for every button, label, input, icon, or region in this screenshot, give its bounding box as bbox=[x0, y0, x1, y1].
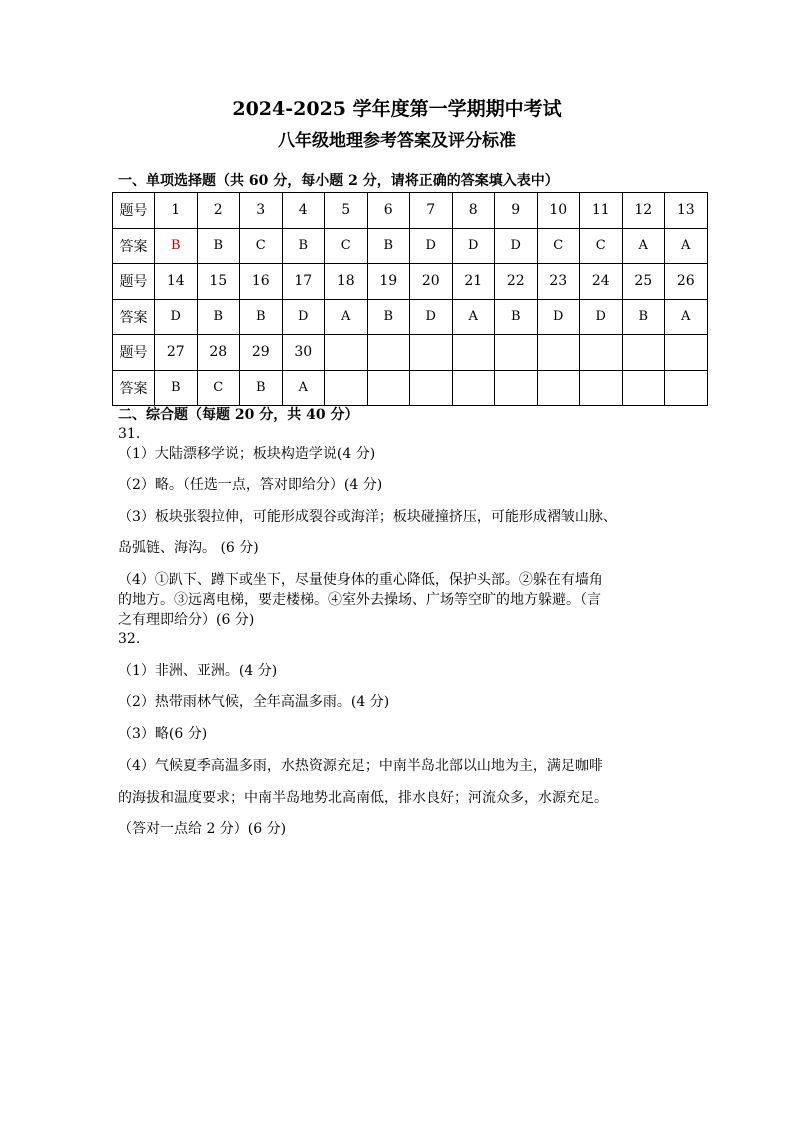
question-number-cell bbox=[325, 335, 368, 371]
answer-row bbox=[113, 299, 708, 335]
question-number-cell: 24 bbox=[580, 264, 623, 300]
question-number-cell: 16 bbox=[240, 264, 283, 300]
answer-cell bbox=[367, 370, 410, 406]
answer-cell: B bbox=[197, 299, 240, 335]
answer-line: （2）热带雨林气候，全年高温多雨。(4 分) bbox=[118, 694, 390, 710]
question-number-cell: 22 bbox=[495, 264, 538, 300]
answer-cell: B bbox=[155, 228, 198, 264]
answer-cell: B bbox=[367, 228, 410, 264]
answer-cell: D bbox=[495, 228, 538, 264]
question-number-cell: 8 bbox=[452, 193, 495, 229]
question-number-cell bbox=[580, 335, 623, 371]
question-number-cell: 17 bbox=[282, 264, 325, 300]
answer-cell: C bbox=[580, 228, 623, 264]
question-number-cell bbox=[537, 335, 580, 371]
page-subtitle: 八年级地理参考答案及评分标准 bbox=[278, 131, 516, 151]
question-number-cell: 12 bbox=[622, 193, 665, 229]
question-number-cell: 13 bbox=[665, 193, 708, 229]
question-number-cell: 26 bbox=[665, 264, 708, 300]
answer-line: 的海拔和温度要求；中南半岛地势北高南低，排水良好；河流众多，水源充足。 bbox=[118, 790, 608, 806]
question-number: 31. bbox=[118, 426, 141, 442]
row-label-question: 题号 bbox=[113, 193, 155, 229]
answer-cell: A bbox=[665, 299, 708, 335]
answer-row bbox=[113, 370, 708, 406]
answer-cell: C bbox=[537, 228, 580, 264]
answer-line: 的地方。③远离电梯，要走楼梯。④室外去操场、广场等空旷的地方躲避。（言 bbox=[118, 592, 601, 608]
answer-line: （2）略。（任选一点，答对即给分）(4 分) bbox=[118, 477, 383, 493]
question-number-cell: 1 bbox=[155, 193, 198, 229]
question-number-cell: 27 bbox=[155, 335, 198, 371]
answer-cell: B bbox=[240, 370, 283, 406]
answer-cell: D bbox=[537, 299, 580, 335]
question-number-cell: 20 bbox=[410, 264, 453, 300]
question-number-cell: 2 bbox=[197, 193, 240, 229]
page-title: 2024-2025 学年度第一学期期中考试 bbox=[232, 98, 562, 120]
answer-cell: B bbox=[495, 299, 538, 335]
question-number-cell: 21 bbox=[452, 264, 495, 300]
answer-cell: A bbox=[325, 299, 368, 335]
answer-cell: D bbox=[452, 228, 495, 264]
question-number-cell: 15 bbox=[197, 264, 240, 300]
answer-cell bbox=[665, 370, 708, 406]
row-label-question: 题号 bbox=[113, 264, 155, 300]
answer-cell: D bbox=[410, 299, 453, 335]
row-label-answer: 答案 bbox=[113, 299, 155, 335]
question-number-cell: 6 bbox=[367, 193, 410, 229]
answer-cell bbox=[410, 370, 453, 406]
answer-cell bbox=[452, 370, 495, 406]
answer-cell: B bbox=[282, 228, 325, 264]
answer-line: 之有理即给分）(6 分) bbox=[118, 612, 255, 628]
row-label-question: 题号 bbox=[113, 335, 155, 371]
answer-cell: D bbox=[580, 299, 623, 335]
answer-cell: A bbox=[452, 299, 495, 335]
answer-line: （1）大陆漂移学说；板块构造学说(4 分) bbox=[118, 446, 376, 462]
answer-line: （3）略(6 分) bbox=[118, 726, 208, 742]
answer-cell: B bbox=[197, 228, 240, 264]
answer-cell: D bbox=[155, 299, 198, 335]
answer-cell: C bbox=[197, 370, 240, 406]
answer-cell: B bbox=[155, 370, 198, 406]
question-number-row bbox=[113, 193, 708, 229]
question-number-cell bbox=[622, 335, 665, 371]
question-number-cell bbox=[665, 335, 708, 371]
answer-cell bbox=[537, 370, 580, 406]
answer-line: （1）非洲、亚洲。(4 分) bbox=[118, 663, 278, 679]
question-number-cell bbox=[452, 335, 495, 371]
answer-line: （4）气候夏季高温多雨，水热资源充足；中南半岛北部以山地为主，满足咖啡 bbox=[118, 758, 603, 774]
answer-cell: B bbox=[367, 299, 410, 335]
question-number: 32. bbox=[118, 631, 141, 647]
row-label-answer: 答案 bbox=[113, 228, 155, 264]
row-label-answer: 答案 bbox=[113, 370, 155, 406]
answer-cell bbox=[495, 370, 538, 406]
answer-cell: A bbox=[665, 228, 708, 264]
answer-cell bbox=[580, 370, 623, 406]
answer-cell: C bbox=[325, 228, 368, 264]
question-number-cell: 30 bbox=[282, 335, 325, 371]
question-number-cell: 9 bbox=[495, 193, 538, 229]
answer-line: （答对一点给 2 分）(6 分) bbox=[118, 821, 287, 837]
answer-line: （4）①趴下、蹲下或坐下，尽量使身体的重心降低，保护头部。②躲在有墙角 bbox=[118, 572, 603, 588]
answer-cell bbox=[622, 370, 665, 406]
answer-cell: B bbox=[622, 299, 665, 335]
question-number-cell: 5 bbox=[325, 193, 368, 229]
question-number-cell bbox=[367, 335, 410, 371]
question-number-cell: 28 bbox=[197, 335, 240, 371]
question-number-cell: 7 bbox=[410, 193, 453, 229]
section1-heading: 一、单项选择题（共 60 分，每小题 2 分，请将正确的答案填入表中） bbox=[118, 173, 559, 189]
answer-table bbox=[112, 192, 708, 406]
question-number-cell: 14 bbox=[155, 264, 198, 300]
answer-cell: B bbox=[240, 299, 283, 335]
question-number-cell: 3 bbox=[240, 193, 283, 229]
question-number-cell: 11 bbox=[580, 193, 623, 229]
question-number-cell bbox=[495, 335, 538, 371]
question-number-row bbox=[113, 264, 708, 300]
question-number-cell: 23 bbox=[537, 264, 580, 300]
question-number-cell: 18 bbox=[325, 264, 368, 300]
answer-row bbox=[113, 228, 708, 264]
question-number-cell: 29 bbox=[240, 335, 283, 371]
question-number-cell: 4 bbox=[282, 193, 325, 229]
question-number-cell: 10 bbox=[537, 193, 580, 229]
question-number-cell bbox=[410, 335, 453, 371]
answer-line: （3）板块张裂拉伸，可能形成裂谷或海洋；板块碰撞挤压，可能形成褶皱山脉、 bbox=[118, 509, 617, 525]
question-number-row bbox=[113, 335, 708, 371]
answer-cell: A bbox=[622, 228, 665, 264]
answer-cell: C bbox=[240, 228, 283, 264]
answer-cell: D bbox=[282, 299, 325, 335]
answer-cell: D bbox=[410, 228, 453, 264]
answer-line: 岛弧链、海沟。 (6 分) bbox=[118, 540, 259, 556]
question-number-cell: 19 bbox=[367, 264, 410, 300]
answer-cell bbox=[325, 370, 368, 406]
answer-cell: A bbox=[282, 370, 325, 406]
question-number-cell: 25 bbox=[622, 264, 665, 300]
section2-heading: 二、综合题（每题 20 分，共 40 分） bbox=[118, 407, 359, 423]
